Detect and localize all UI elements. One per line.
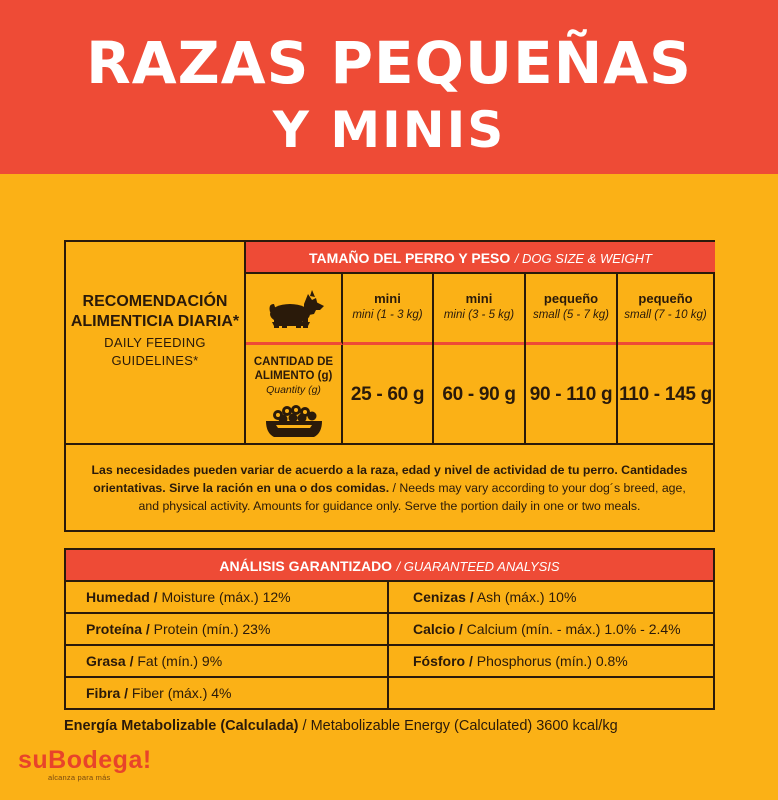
nutrient-name: Cenizas /	[413, 589, 474, 605]
analysis-cell-protein	[66, 614, 389, 644]
analysis-row	[66, 678, 713, 708]
nutrient-name: Humedad /	[86, 589, 158, 605]
page-title: RAZAS PEQUEÑAS	[86, 29, 692, 97]
feeding-column-mini-1-3	[343, 274, 434, 445]
nutrient-value: Phosphorus (mín.) 0.8%	[472, 653, 628, 669]
analysis-cell-empty	[389, 678, 713, 708]
energy-value: / Metabolizable Energy (Calculated) 3600 kcal/kg	[298, 718, 618, 734]
energy-label: Energía Metabolizable (Calculada)	[64, 718, 299, 734]
feeding-amount: 60 - 90 g	[442, 384, 516, 405]
feeding-amount: 110 - 145 g	[619, 384, 712, 405]
nutrient-name: Fibra /	[86, 685, 129, 701]
feeding-amount: 90 - 110 g	[529, 384, 613, 405]
scottish-terrier-icon	[246, 274, 343, 345]
quantity-label-es: CANTIDAD DE ALIMENTO (g)	[253, 356, 334, 382]
size-label: pequeño	[543, 291, 599, 306]
size-label: pequeño	[638, 291, 693, 306]
analysis-row	[66, 614, 713, 646]
analysis-row	[66, 582, 713, 614]
nutrient-name: Grasa /	[86, 653, 134, 669]
nutrient-name: Proteína /	[86, 621, 150, 637]
quantity-label-cell	[246, 345, 343, 445]
quantity-label-en: Quantity (g)	[266, 384, 321, 396]
nutrient-value: Protein (mín.) 23%	[149, 621, 271, 637]
logo-tagline: alcanza para más	[48, 773, 111, 782]
metabolizable-energy	[64, 716, 764, 736]
size-label: mini	[374, 291, 401, 306]
recommendation-subtitle: DAILY FEEDING GUIDELINES*	[104, 335, 206, 368]
feeding-note	[66, 445, 713, 530]
size-weight-label: mini (1 - 3 kg)	[352, 309, 423, 321]
feeding-amount: 25 - 60 g	[350, 384, 425, 405]
size-weight-label: small (7 - 10 kg)	[624, 309, 707, 321]
nutrient-name: Fósforo /	[413, 653, 473, 669]
feeding-column-small-7-10	[618, 274, 713, 445]
feeding-column-small-5-7	[526, 274, 618, 445]
size-weight-label: small (5 - 7 kg)	[532, 309, 610, 321]
dog-icon-cell	[246, 274, 343, 345]
size-weight-header	[246, 242, 715, 274]
analysis-cell-moisture	[66, 582, 389, 612]
size-header-es: TAMAÑO DEL PERRO Y PESO	[309, 250, 511, 266]
size-weight-label: mini (3 - 5 kg)	[443, 309, 515, 321]
recommendation-title: RECOMENDACIÓN ALIMENTICIA DIARIA*	[70, 293, 240, 330]
analysis-cell-calcium	[389, 614, 713, 644]
nutrient-value: Fat (mín.) 9%	[133, 653, 223, 669]
analysis-cell-fat	[66, 646, 389, 676]
analysis-header-en: / GUARANTEED ANALYSIS	[396, 559, 560, 574]
title-banner	[0, 0, 778, 174]
analysis-header	[66, 550, 713, 582]
guaranteed-analysis-table	[64, 548, 715, 710]
analysis-header-es: ANÁLISIS GARANTIZADO	[219, 558, 393, 574]
analysis-row	[66, 646, 713, 678]
nutrient-value: Fiber (máx.) 4%	[128, 685, 232, 701]
size-label: mini	[465, 291, 493, 306]
feeding-column-mini-3-5	[434, 274, 526, 445]
feeding-table	[64, 240, 715, 532]
analysis-cell-fiber	[66, 678, 389, 708]
feeding-note-en: / Needs may vary according to your dog´s breed, age, and physical activity. Amounts for guidance only. Serve the portion daily in one or two meals.	[138, 481, 686, 513]
feeding-recommendation-cell	[66, 242, 246, 445]
nutrient-name: Calcio /	[413, 621, 463, 637]
page-subtitle: Y MINIS	[272, 101, 506, 159]
nutrient-value: Calcium (mín. - máx.) 1.0% - 2.4%	[462, 621, 681, 637]
size-header-en: / DOG SIZE & WEIGHT	[514, 251, 652, 266]
analysis-cell-ash	[389, 582, 713, 612]
subodega-logo	[18, 746, 178, 786]
logo-name: suBodega!	[18, 746, 152, 774]
feeding-note-es: Las necesidades pueden variar de acuerdo a la raza, edad y nivel de actividad de tu perro. Cantidades orientativas. Sirve la ración en una o dos comidas.	[91, 463, 688, 495]
nutrient-value: Moisture (máx.) 12%	[157, 589, 291, 605]
analysis-cell-phosphorus	[389, 646, 713, 676]
food-bowl-icon	[262, 401, 326, 441]
nutrient-value: Ash (máx.) 10%	[473, 589, 577, 605]
